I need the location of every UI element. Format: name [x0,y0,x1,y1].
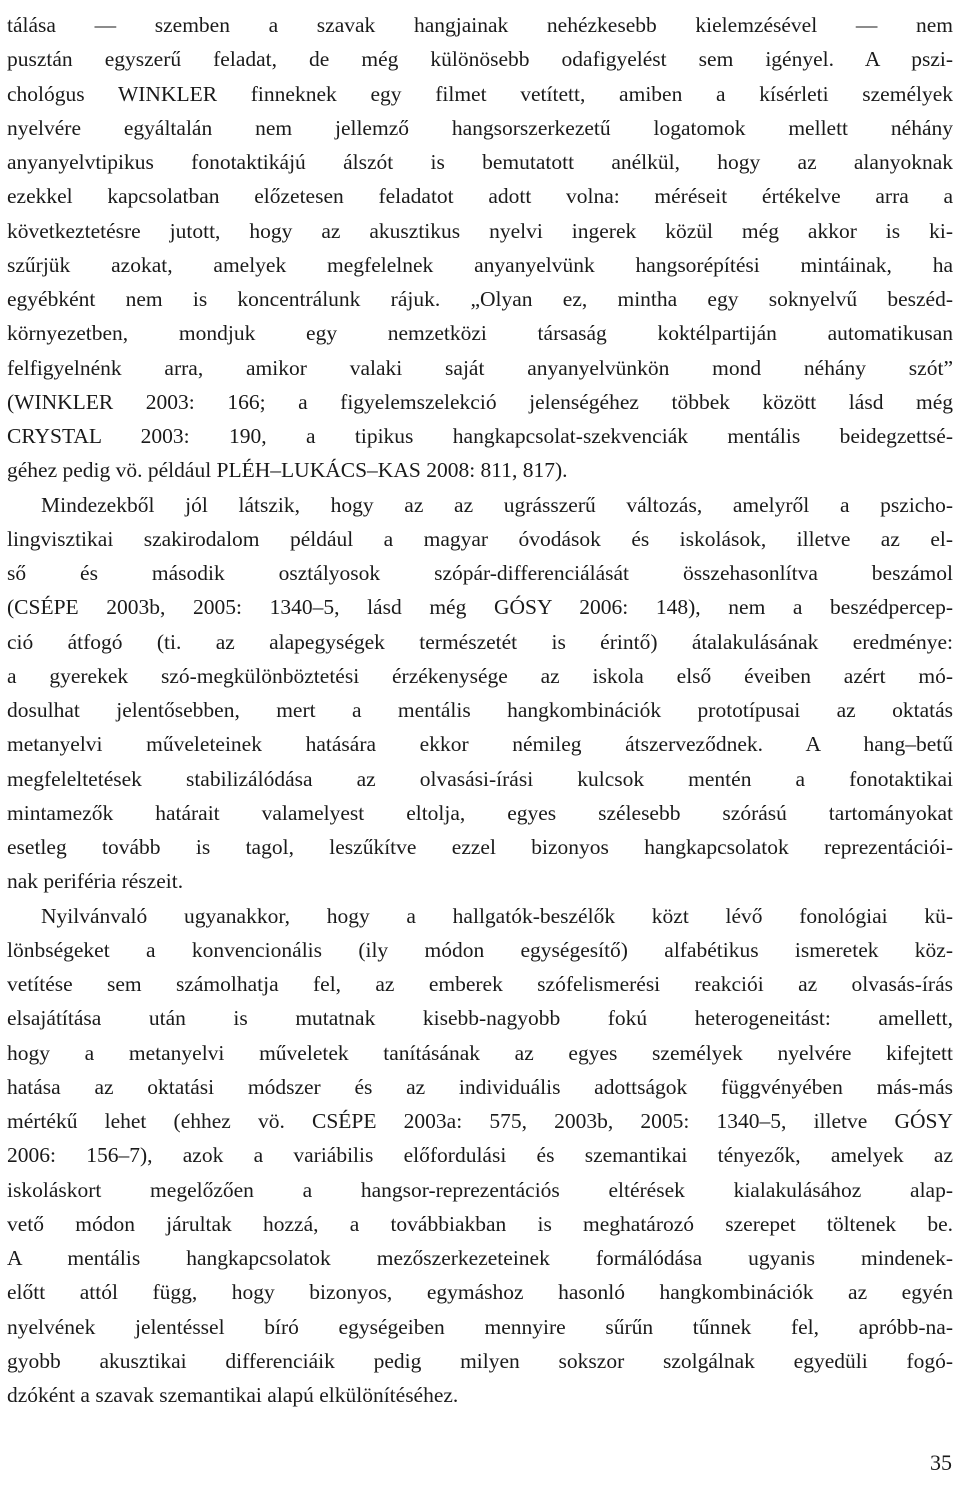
text-line: megfeleltetések stabilizálódása az olvasási-írási kulcsok mentén a fonotaktikai [7,767,953,791]
text-line: (CSÉPE 2003b, 2005: 1340–5, lásd még GÓSY 2006: 148), nem a beszédpercep- [7,595,953,619]
text-line: Nyilvánvaló ugyanakkor, hogy a hallgatók-beszélők közt lévő fonológiai kü- [41,904,953,928]
text-line: nyelvének jelentéssel bíró egységeiben mennyire sűrűn tűnnek fel, apróbb-na- [7,1315,953,1339]
text-line: dosulhat jelentősebben, mert a mentális hangkombinációk prototípusai az oktatás [7,698,953,722]
text-line: ső és második osztályosok szópár-differenciálását összehasonlítva beszámol [7,561,953,585]
text-line: következtetésre jutott, hogy az akusztikus nyelvi ingerek közül még akkor is ki- [7,219,953,243]
text-line: elsajátítása után is mutatnak kisebb-nagyobb fokú heterogeneitást: amellett, [7,1006,953,1030]
text-line: előtt attól függ, hogy bizonyos, egymáshoz hasonló hangkombinációk az egyén [7,1280,953,1304]
text-line: lingvisztikai szakirodalom például a magyar óvodások és iskolások, illetve az el- [7,527,953,551]
text-line: A mentális hangkapcsolatok mezőszerkezeteinek formálódása ugyanis mindenek- [7,1246,953,1270]
text-line: ezekkel kapcsolatban előzetesen feladatot adott volna: méréseit értékelve arra a [7,184,953,208]
text-line: ció átfogó (ti. az alapegységek természetét is érintő) átalakulásának eredménye: [7,630,953,654]
text-line: anyanyelvtipikus fonotaktikájú álszót is bemutatott anélkül, hogy az alanyoknak [7,150,953,174]
text-line: nyelvére egyáltalán nem jellemző hangsorszerkezetű logatomok mellett néhány [7,116,953,140]
text-line: chológus WINKLER finneknek egy filmet vetített, amiben a kísérleti személyek [7,82,953,106]
text-line: szűrjük azokat, amelyek megfelelnek anyanyelvünk hangsorépítési mintáinak, ha [7,253,953,277]
text-line: géhez pedig vö. például PLÉH–LUKÁCS–KAS 2008: 811, 817). [7,458,568,482]
text-line: gyobb akusztikai differenciáik pedig milyen sokszor szolgálnak egyedüli fogó- [7,1349,953,1373]
text-line: pusztán egyszerű feladat, de még különösebb odafigyelést sem igényel. A pszi- [7,47,953,71]
text-line: vetítése sem számolhatja fel, az emberek szófelismerési reakciói az olvasás-írás [7,972,953,996]
text-line: lönbségeket a konvencionális (ily módon egységesítő) alfabétikus ismeretek köz- [7,938,953,962]
text-line: vető módon járultak hozzá, a továbbiakban is meghatározó szerepet töltenek be. [7,1212,953,1236]
text-line: felfigyelnénk arra, amikor valaki saját anyanyelvünkön mond néhány szót” [7,356,953,380]
text-line: egyébként nem is koncentrálunk rájuk. „Olyan ez, mintha egy soknyelvű beszéd- [7,287,953,311]
text-line: mintamezők határait valamelyest eltolja, egyes szélesebb szórású tartományokat [7,801,953,825]
text-line: dzóként a szavak szemantikai alapú elkülönítéséhez. [7,1383,459,1407]
text-line: iskoláskort megelőzően a hangsor-reprezentációs eltérések kialakulásához alap- [7,1178,953,1202]
text-line: a gyerekek szó-megkülönböztetési érzékenysége az iskola első éveiben azért mó- [7,664,953,688]
text-line: hogy a metanyelvi műveletek tanításának az egyes személyek nyelvére kifejtett [7,1041,953,1065]
text-line: környezetben, mondjuk egy nemzetközi társaság koktélpartiján automatikusan [7,321,953,345]
text-line: tálása — szemben a szavak hangjainak nehézkesebb kielemzésével — nem [7,13,953,37]
page-number: 35 [930,1450,952,1475]
text-line: mértékű lehet (ehhez vö. CSÉPE 2003a: 575, 2003b, 2005: 1340–5, illetve GÓSY [7,1109,953,1133]
text-line: metanyelvi műveleteinek hatására ekkor némileg átszerveződnek. A hang–betű [7,732,953,756]
text-line: nak periféria részeit. [7,869,184,893]
text-line: esetleg tovább is tagol, leszűkítve ezzel bizonyos hangkapcsolatok reprezentációi- [7,835,953,859]
text-line: hatása az oktatási módszer és az individuális adottságok függvényében más-más [7,1075,953,1099]
text-line: (WINKLER 2003: 166; a figyelemszelekció jelenségéhez többek között lásd még [7,390,953,414]
text-line: 2006: 156–7), azok a variábilis előfordulási és szemantikai tényezők, amelyek az [7,1143,953,1167]
text-line: CRYSTAL 2003: 190, a tipikus hangkapcsolat-szekvenciák mentális beidegzettsé- [7,424,953,448]
text-line: Mindezekből jól látszik, hogy az az ugrásszerű változás, amelyről a pszicho- [41,493,953,517]
